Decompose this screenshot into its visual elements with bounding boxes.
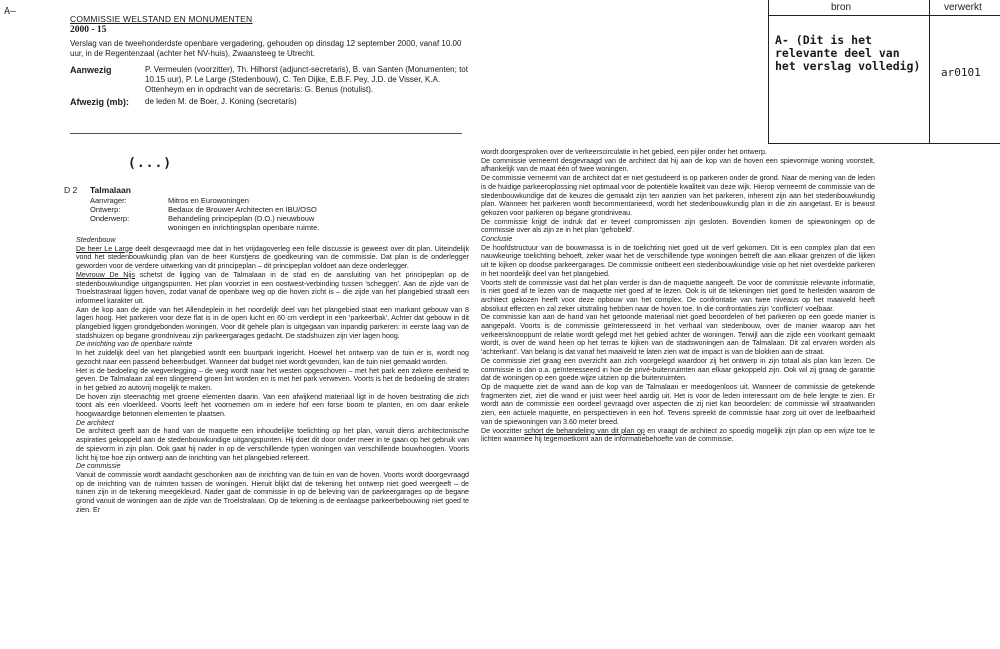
- paragraph: Vanuit de commissie wordt aandacht geschonken aan de inrichting van de tuin en van de hoven. Voorts wordt doorgevraagd op de inrichting van de ruimten tussen de woningen. Hieruit blijkt dat de tekening het ontwerp niet goed weergeeft – de tuinen zijn in de tekening meegekleurd. Nader gaat de commissie in op de beleving van de parkeergarages op de begane grond vanuit de woningen aan de zijde van de Troelstralaan. Op de tekening is de eenlaagse parkeerbebouwing niet goed te zien. Er: [76, 470, 469, 514]
- paragraph: [481, 427, 875, 444]
- absent-label: Afwezig (mb):: [70, 97, 129, 107]
- paragraph: De architect geeft aan de hand van de maquette een inhoudelijke toelichting op het plan, vanuit diens architectonische aspiraties gekoppeld aan de stedenbouwkundige uitgangspunten. Hij doet dit door onder meer in te gaan op het gebruik van de spievorm in zijn plan. Ook gaat hij nader in op de verschillende typen woningen van verschillende bouwhoogten. Voorts licht hij toe hoe zijn ontwerp aan de inrichting van het plangebied refereert.: [76, 427, 469, 462]
- left-text-column: [76, 236, 469, 515]
- paragraph: De commissie ziet graag een overzicht aan zich voorgelegd waardoor zij het ontwerp in zijn totaal als plan kan lezen. De commissie is dan o.a. geïnteresseerd in hoe de privé-buitenruimten aan elkaar gekoppeld zijn. Ook wil zij graag de garantie dat de woningen op een goede wijze uitzien op die buitenruimten.: [481, 356, 875, 383]
- paragraph: [76, 245, 469, 271]
- paragraph: De commissie verneemt van de architect dat er niet gestudeerd is op parkeren onder de grond. Naar de mening van de leden is de huidige parkeeroplossing niet optimaal voor de potentiële kwaliteit van deze wijk. Hierop verneemt de commissie van de stedenbouwkundige dat de keuzes die gemaakt zijn ten aanzien van het parkeren, inherent zijn aan het stedenbouwkundig plan. Wanneer het parkeren wordt becommentarieerd, wordt het stedenbouwkundig plan in die zin aangetast. Er is bewust gekozen voor parkeren op begane grondniveau.: [481, 174, 875, 217]
- document-header: [70, 14, 470, 107]
- subheading-conclusie: Conclusie: [481, 235, 513, 244]
- design-label: Ontwerp:: [90, 205, 121, 214]
- source-box-divider: [929, 0, 930, 143]
- paragraph: De hoofdstructuur van de bouwmassa is in de toelichting niet goed uit de verf gekomen. Dit is een complex plan dat een nauwkeurige toelichting behoeft, zeker waar het de verschillende type woningen betreft die aan elkaar grenzen of die lijken uit te kijken op doodse parkeergarages. De commissie ontbeert een stedenbouwkundige visie op het niet overdekte parkeren in het noordelijk deel van het plangebied.: [481, 243, 875, 278]
- right-text-column: [481, 148, 875, 444]
- document-number: 2000 - 15: [70, 25, 107, 35]
- applicant-label: Aanvrager:: [90, 196, 127, 205]
- subject-label: Onderwerp:: [90, 214, 130, 223]
- meta-row-subject: [90, 214, 343, 232]
- paragraph: In het zuidelijk deel van het plangebied wordt een buurtpark ingericht. Hoewel het ontwerp van de tuin er is, wordt nog gezocht naar een passend beheerbudget. Wanneer dat budget niet wordt gevonden, kan de tuin niet gemaakt worden.: [76, 349, 469, 366]
- present-list: P. Vermeulen (voorzitter), Th. Hilhorst (adjunct-secretaris), B. van Santen (Monumenten; tot 10.15 uur), P. Le Large (Stedenbouw), C. Ten Dijke, E.B.F. Pey, J.D. de Visser, K.A. Ottenheym en in opdracht van de secretaris: G. Benus (notulist).: [145, 65, 468, 94]
- paragraph: Het is de bedoeling de wegverlegging – de weg wordt naar het westen opgeschoven – met het park een zekere eenheid te geven. De Talmalaan zal een slingerend groen lint worden en is met het park verweven. Voorts is het de bedoeling de straten in het gebied zo autovrij mogelijk te maken.: [76, 366, 469, 392]
- paragraph: De commissie krijgt de indruk dat er teveel compromissen zijn gesloten. Bovendien komen de spiewoningen op de commissie over als zijn ze in het plan 'gefrobeld'.: [481, 217, 875, 235]
- applicant-value: Mitros en Eurowoningen: [168, 196, 249, 205]
- paragraph-text: schetst de ligging van de Talmalaan in de stad en de aansluiting van het principeplan op de stedenbouwkundige uitgangspunten. Het plan voorziet in een oostwest-verbinding tussen 'scheggen'. Aan de zijde van de Troelstrastraat liggen hoven, zodat vanaf de openbare weg op die hoven zicht is – die zijde van het plangebied straalt een informeel karakter uit.: [76, 270, 469, 305]
- speaker-name: De heer Le Large: [76, 244, 133, 253]
- design-value: Bedaux de Brouwer Architecten en IBU/OSO: [168, 205, 317, 214]
- source-box: [768, 0, 1000, 144]
- paragraph-text: en vraagt de architect zo spoedig mogelijk zijn plan op een wijze toe te lichten waarmee hij tegemoetkomt aan de informatiebehoefte van de commissie.: [481, 426, 875, 444]
- meta-row-design: [90, 205, 343, 214]
- present-label: Aanwezig: [70, 65, 112, 75]
- paragraph: De hoven zijn steenachtig met groene elementen daarin. Van een afwijkend materiaal ligt in de hoven bestrating die zich toont als een vloerkleed. Voorts leeft het voornemen om in iedere hof een forse boom te planten, en om daar enkele hoogwaardige betonnen elementen te plaatsen.: [76, 392, 469, 419]
- paragraph: Op de maquette ziet de wand aan de kop van de Talmalaan er meedogenloos uit. Wanneer de commissie de getekende fragmenten ziet, ziet die wand er juist weer heel aardig uit. Het is voor de leden interessant om de hele lengte te zien. Er wordt aan de commissie een oordeel gevraagd over aspecten die zij niet kan beoordelen: de commissie wil straatwanden zien, een actuele maquette, en perspectieven in een hof. Tevens spreekt de commissie haar zorg uit over de leefbaarheid van de spiewoningen van 3.60 meter breed.: [481, 382, 875, 426]
- subheading-architect: De architect: [76, 418, 114, 427]
- source-note: A- (Dit is het relevante deel van het verslag volledig): [775, 33, 921, 73]
- column-label-verwerkt: verwerkt: [944, 2, 982, 13]
- paragraph: Aan de kop aan de zijde van het Allendeplein in het noordelijk deel van het plangebied staat een markant gebouw van 8 lagen hoog. Het parkeren voor deze flat is in de open lucht en 60 cm verdiept in een 'parkeerbak'. Achter dat gebouw in dit plangebied liggen grondgebonden woningen. Voor dit gehele plan is uitgegaan van inpandig parkeren: in eerste laag van de stadshuizen op begane grondniveau zijn parkeergarages gedacht. De stadshuizen zijn vier lagen hoog.: [76, 305, 469, 340]
- processed-code: ar0101: [941, 66, 981, 79]
- meeting-intro: Verslag van de tweehonderdste openbare vergadering, gehouden op dinsdag 12 september 2000, vanaf 10.00 uur, in de Regentenzaal (achter het NV-huis), Zwaansteeg te Utrecht.: [70, 39, 462, 58]
- paragraph-text: De voorzitter: [481, 426, 525, 435]
- header-divider: [70, 133, 462, 134]
- agenda-item-meta: [90, 196, 343, 232]
- paragraph: [76, 271, 469, 306]
- paragraph: Voorts stelt de commissie vast dat het plan verder is dan de maquette aangeeft. De voor de commissie relevante informatie, is niet goed af te lezen van de maquette niet goed af te lezen. Ook is uit de tekeningen niet goed te herleiden waarom de architect gekozen heeft voor deze opbouw van het complex. De confrontatie van twee niveaus op het maaiveld heeft absoluut effecten en zal zeker uitstraling hebben naar de hoven toe. In die confrontaties zijn 'conflicten' voelbaar.: [481, 278, 875, 313]
- paragraph: De commissie kan aan de hand van het getoonde materiaal niet goed beoordelen of het parkeren op een goede manier is aangepakt. Voorts is de commissie geïnteresseerd in het verhaal van stedenbouw, over de manier waarop aan het verkeersknooppunt de relatie wordt gelegd met het gebied achter de woningen. Terwijl aan die zijde een voorkant gemaakt wordt, is over de wand heen op het terras te kijken van de stadswoningen aan de Talmalaan. Dit zal ervaren worden als 'achterkant'. Van belang is dat vanaf het maaiveld te laten zien wat de impact is van de blokken aan de straat.: [481, 313, 875, 357]
- agenda-item-code: D 2: [64, 185, 78, 195]
- attendance-present: [70, 65, 470, 95]
- decision-phrase: schort de behandeling van dit plan op: [524, 426, 645, 435]
- omission-marker: (...): [128, 156, 173, 171]
- speaker-name: Mevrouw De Nijs: [76, 270, 136, 279]
- subheading-openbare-ruimte: De inrichting van de openbare ruimte: [76, 340, 193, 349]
- organization-name: COMMISSIE WELSTAND EN MONUMENTEN: [70, 14, 253, 24]
- column-label-bron: bron: [831, 2, 852, 13]
- subheading-stedenbouw: Stedenbouw: [76, 236, 116, 244]
- paragraph: De commissie verneemt desgevraagd van de architect dat hij aan de kop van de hoven een spievormige woning voorstelt, afhankelijk van de maat één of twee woningen.: [481, 156, 875, 174]
- subheading-commissie: De commissie: [76, 462, 121, 471]
- corner-mark: A–: [4, 6, 17, 17]
- paragraph-text: deelt desgevraagd mee dat in het vrijdagoverleg een felle discussie is geweest over dit plan. Uiteindelijk vond het stedenbouwkundig plan van de heer Kurstjens de goedkeuring van de commissie. Dat plan is de onderlegger geworden voor de verdere uitwerking van dit principeplan – dit principeplan voldoet aan deze onderlegger.: [76, 244, 469, 271]
- absent-list: de leden M. de Boer, J. Koning (secretaris): [145, 97, 297, 106]
- paragraph: wordt doorgesproken over de verkeerscirculatie in het gebied, een pijler onder het ontwerp.: [481, 148, 767, 156]
- meta-row-applicant: [90, 196, 343, 205]
- attendance-absent: [70, 97, 470, 107]
- agenda-item-title: Talmalaan: [90, 185, 131, 195]
- subject-value: Behandeling principeplan (D.O.) nieuwbouw woningen en inrichtingsplan openbare ruimte.: [168, 214, 320, 232]
